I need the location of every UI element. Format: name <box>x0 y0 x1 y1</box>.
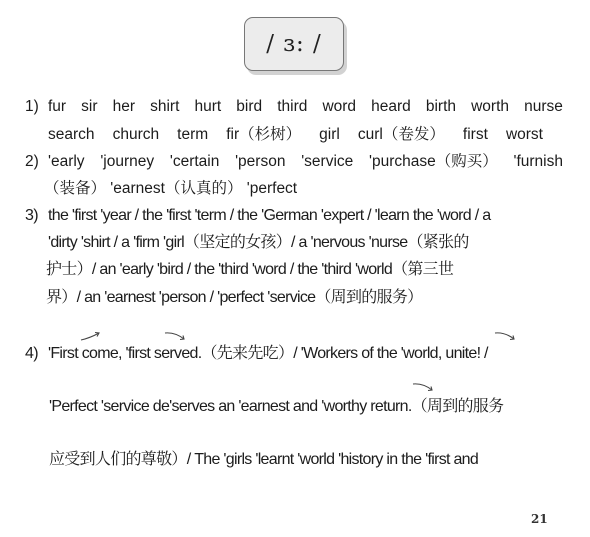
exercise-2-line-1 <box>48 152 563 172</box>
exercise-4-line-2: 'Perfect 'service de'serves an 'earnest and 'worthy return.（周到的服务 <box>49 398 504 415</box>
exercise-3-line-2: 'dirty 'shirt / a 'firm 'girl（坚定的女孩）/ a 'nervous 'nurse（紧张的 <box>48 234 469 251</box>
word: heard <box>371 98 411 115</box>
word: nurse <box>524 98 563 115</box>
exercise-2-line-2: （装备） 'earnest（认真的） 'perfect <box>44 180 298 197</box>
word: fur <box>48 98 67 115</box>
exercise-4-number: 4) <box>25 345 38 362</box>
word: 'journey <box>100 153 155 170</box>
word: term <box>177 126 209 143</box>
exercise-3-number: 3) <box>25 207 38 224</box>
word: 'certain <box>169 153 220 170</box>
word: word <box>322 98 357 115</box>
word: 'service <box>301 153 354 170</box>
word: shirt <box>150 98 180 115</box>
exercise-3-line-3: 护士）/ an 'early 'bird / the 'third 'word / the 'third 'world（第三世 <box>46 261 454 278</box>
word: curl（卷发） <box>357 126 445 143</box>
phoneme-title: / ɜ: / <box>244 17 344 71</box>
word: girl <box>319 126 340 143</box>
word: third <box>277 98 308 115</box>
page-number: 21 <box>531 512 548 526</box>
word: 'person <box>235 153 286 170</box>
exercise-1-line-2 <box>48 125 543 145</box>
word: worth <box>471 98 509 115</box>
word: worst <box>505 126 543 143</box>
exercise-4-line-1: 'First come, 'first served.（先来先吃）/ 'Workers of the 'world, unite! / <box>48 345 488 362</box>
word: 'purchase（购买） <box>369 153 498 170</box>
exercise-1-number: 1) <box>25 98 39 115</box>
exercise-1-line-1 <box>48 97 563 117</box>
word: 'furnish <box>513 153 563 170</box>
word: hurt <box>194 98 222 115</box>
word: sir <box>81 98 98 115</box>
exercise-3-line-1: the 'first 'year / the 'first 'term / the 'German 'expert / 'learn the 'word / a <box>48 207 491 224</box>
word: church <box>112 126 160 143</box>
falling-intonation-arrow <box>164 331 186 341</box>
exercise-3-line-4: 界）/ an 'earnest 'person / 'perfect 'service（周到的服务） <box>46 289 423 306</box>
falling-intonation-arrow <box>412 382 434 392</box>
word: her <box>112 98 136 115</box>
word: search <box>48 126 95 143</box>
word: 'early <box>48 153 85 170</box>
falling-intonation-arrow <box>494 331 516 341</box>
word: first <box>462 126 488 143</box>
rising-intonation-arrow <box>80 331 102 341</box>
exercise-4-line-3: 应受到人们的尊敬）/ The 'girls 'learnt 'world 'history in the 'first and <box>49 451 479 468</box>
word: bird <box>236 98 263 115</box>
word: birth <box>425 98 457 115</box>
exercise-2-number: 2) <box>25 153 39 170</box>
word: fir（杉树） <box>226 126 302 143</box>
